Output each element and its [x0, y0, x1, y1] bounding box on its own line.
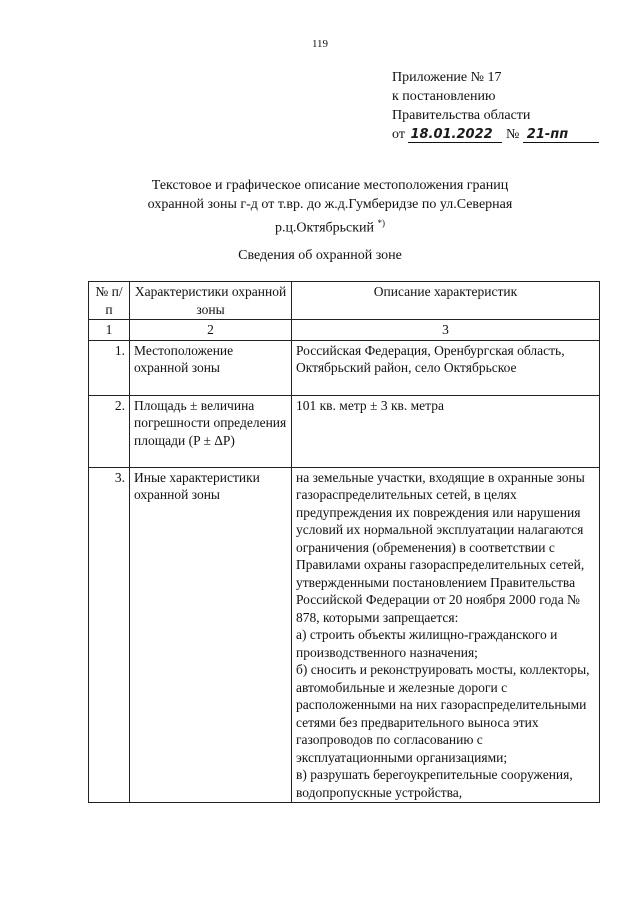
- row-number: 2.: [89, 395, 130, 467]
- title-line-1: Текстовое и графическое описание местоположения границ: [151, 178, 509, 193]
- row-description-intro: на земельные участки, входящие в охранные зоны газораспределительных сетей, в целях предупреждения их повреждения или нарушения условий их нормальной эксплуатации налагаются ограничения (обременения) в соответствии с Правилами охраны газораспределительных сетей, утвержденными постановлением Правительства Российской Федерации от 20 ноября 2000 года № 878, которыми запрещается:: [296, 469, 585, 625]
- zone-info-table: [88, 281, 600, 803]
- number-label: №: [505, 127, 520, 142]
- table-row: [89, 395, 600, 467]
- appendix-line-1: Приложение № 17: [392, 70, 502, 85]
- table-header-row: [89, 282, 600, 320]
- handwritten-date: 18.01.2022: [408, 128, 502, 143]
- appendix-line-2: к постановлению: [392, 89, 496, 104]
- title-line-2: охранной зоны г-д от т.вр. до ж.д.Гумберидзе по ул.Северная: [147, 197, 513, 212]
- row-description: Российская Федерация, Оренбургская область, Октябрьский район, село Октябрьское: [292, 340, 600, 395]
- restriction-item: в) разрушать берегоукрепительные сооружения, водопропускные устройства,: [296, 767, 573, 800]
- row-number: 1.: [89, 340, 130, 395]
- handwritten-number: 21-пп: [523, 128, 599, 143]
- index-cell: 2: [130, 320, 292, 341]
- footnote-mark: *): [377, 218, 386, 228]
- index-cell: 3: [292, 320, 600, 341]
- restriction-item: б) сносить и реконструировать мосты, коллекторы, автомобильные и железные дороги с расположенными на них газораспределительными сетями без предварительного выноса этих газопроводов по согласованию с эксплуатационными организациями;: [296, 662, 590, 765]
- appendix-line-3: Правительства области: [392, 108, 531, 123]
- section-subtitle: Сведения об охранной зоне: [238, 248, 402, 263]
- row-description: 101 кв. метр ± 3 кв. метра: [292, 395, 600, 467]
- header-description: Описание характеристик: [292, 282, 600, 320]
- table-row: [89, 467, 600, 803]
- row-characteristic: Площадь ± величина погрешности определения площади (P ± ΔP): [130, 395, 292, 467]
- table-row: [89, 340, 600, 395]
- row-number: 3.: [89, 467, 130, 803]
- row-description-extended: [292, 467, 600, 803]
- page-number: 119: [311, 38, 329, 50]
- table-index-row: [89, 320, 600, 341]
- header-characteristic: Характеристики охранной зоны: [130, 282, 292, 320]
- title-line-3: [120, 214, 540, 238]
- row-characteristic: Иные характеристики охранной зоны: [130, 467, 292, 803]
- from-label: от: [392, 127, 405, 142]
- appendix-date-line: [392, 125, 612, 144]
- row-characteristic: Местоположение охранной зоны: [130, 340, 292, 395]
- appendix-block: [392, 68, 612, 144]
- title-line-3-text: р.ц.Октябрьский: [274, 220, 375, 236]
- restriction-item: а) строить объекты жилищно-гражданского и производственного назначения;: [296, 627, 558, 660]
- document-title: [120, 176, 540, 238]
- index-cell: 1: [89, 320, 130, 341]
- header-num: № п/п: [89, 282, 130, 320]
